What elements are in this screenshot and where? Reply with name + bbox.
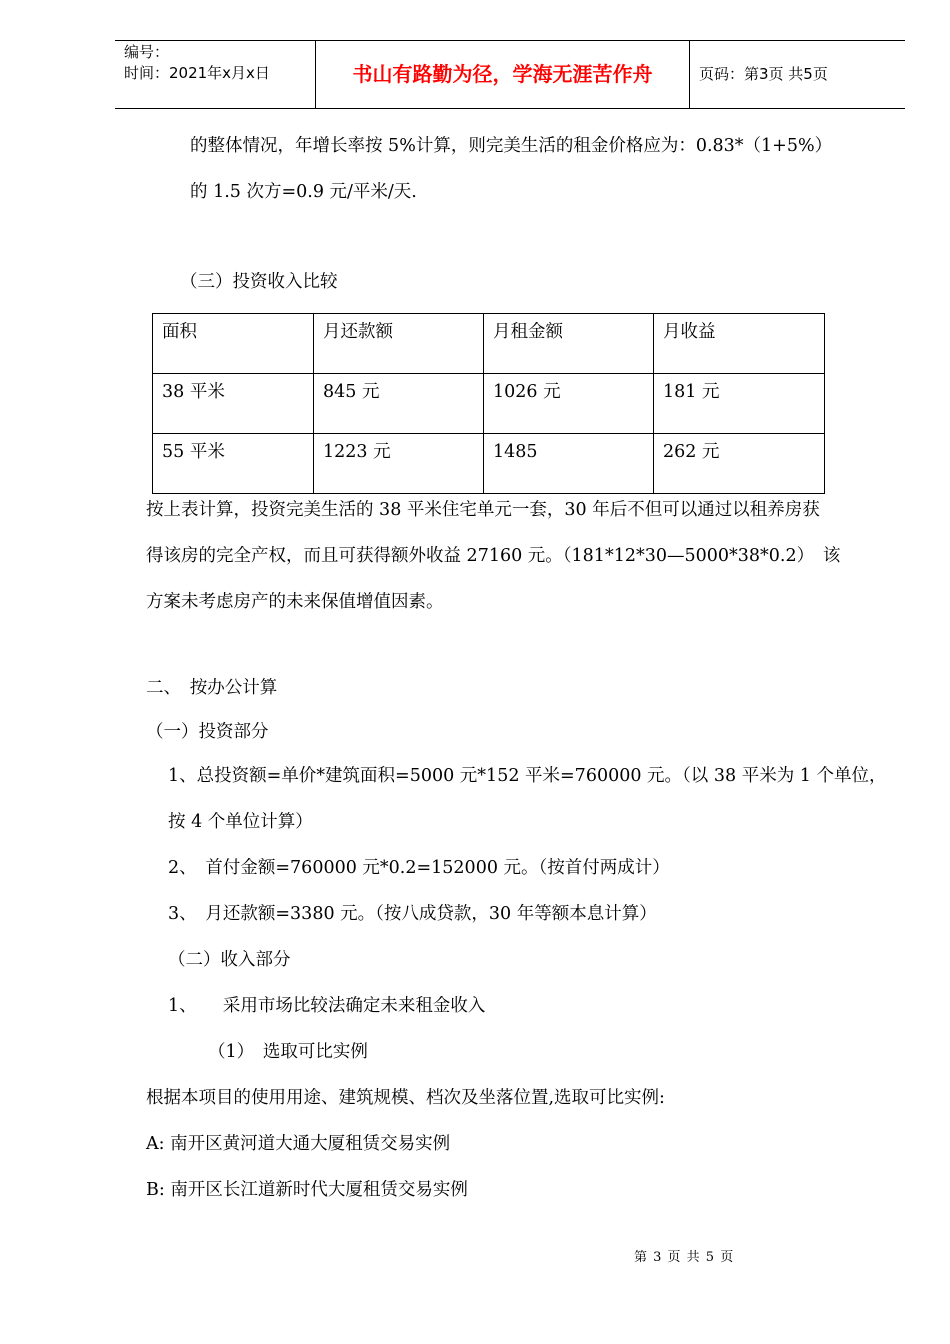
investment-comparison-table — [152, 313, 825, 494]
table-header-cell: 月还款额 — [314, 314, 484, 374]
list-item: 1、 采用市场比较法确定未来租金收入 — [168, 996, 486, 1016]
table-row — [153, 374, 825, 434]
header-page-cell — [690, 41, 905, 108]
page-footer: 第 3 页 共 5 页 — [634, 1250, 735, 1265]
table-cell: 38 平米 — [153, 374, 314, 434]
example-item: A: 南开区黄河道大通大厦租赁交易实例 — [146, 1134, 451, 1154]
doc-time-label: 时间：2021年x月x日 — [124, 64, 270, 82]
section-heading: （三）投资收入比较 — [180, 272, 338, 292]
table-cell: 181 元 — [654, 374, 825, 434]
header-motto: 书山有路勤为径，学海无涯苦作舟 — [352, 62, 653, 86]
table-cell: 1223 元 — [314, 434, 484, 494]
paragraph-line: 按上表计算，投资完美生活的 38 平米住宅单元一套，30 年后不但可以通过以租养房获 — [146, 500, 820, 520]
table-header-cell: 月租金额 — [484, 314, 654, 374]
table-cell: 55 平米 — [153, 434, 314, 494]
table-header-cell: 月收益 — [654, 314, 825, 374]
table-cell: 1485 — [484, 434, 654, 494]
header-motto-cell — [316, 41, 690, 108]
subsection-heading: （一）投资部分 — [146, 722, 269, 742]
list-item-continuation: 按 4 个单位计算） — [168, 812, 313, 832]
page-header — [115, 40, 905, 109]
part-heading: 二、 按办公计算 — [146, 678, 278, 698]
paragraph-line: 得该房的完全产权，而且可获得额外收益 27160 元。（181*12*30—5000*38*0.2） 该 — [146, 546, 841, 566]
table-header-row — [153, 314, 825, 374]
doc-number-label: 编号： — [124, 43, 170, 61]
paragraph-line: 方案未考虑房产的未来保值增值因素。 — [146, 592, 444, 612]
table-cell: 1026 元 — [484, 374, 654, 434]
paragraph-line: 的整体情况，年增长率按 5%计算，则完美生活的租金价格应为：0.83*（1+5%） — [190, 136, 833, 156]
header-page-info: 页码：第3页 共5页 — [699, 65, 828, 83]
paragraph-line: 根据本项目的使用用途、建筑规模、档次及坐落位置,选取可比实例: — [146, 1088, 665, 1108]
subsection-heading: （二）收入部分 — [168, 950, 291, 970]
table-cell: 262 元 — [654, 434, 825, 494]
example-item: B: 南开区长江道新时代大厦租赁交易实例 — [146, 1180, 468, 1200]
table-cell: 845 元 — [314, 374, 484, 434]
table-row — [153, 434, 825, 494]
table-header-cell: 面积 — [153, 314, 314, 374]
paragraph-line: 的 1.5 次方=0.9 元/平米/天. — [190, 182, 417, 202]
list-item: 2、 首付金额=760000 元*0.2=152000 元。（按首付两成计） — [168, 858, 670, 878]
header-meta — [115, 41, 316, 108]
list-item: 1、总投资额=单价*建筑面积=5000 元*152 平米=760000 元。（以 38 平米为 1 个单位， — [168, 766, 887, 786]
sub-list-item: （1） 选取可比实例 — [208, 1042, 368, 1062]
list-item: 3、 月还款额=3380 元。（按八成贷款，30 年等额本息计算） — [168, 904, 657, 924]
